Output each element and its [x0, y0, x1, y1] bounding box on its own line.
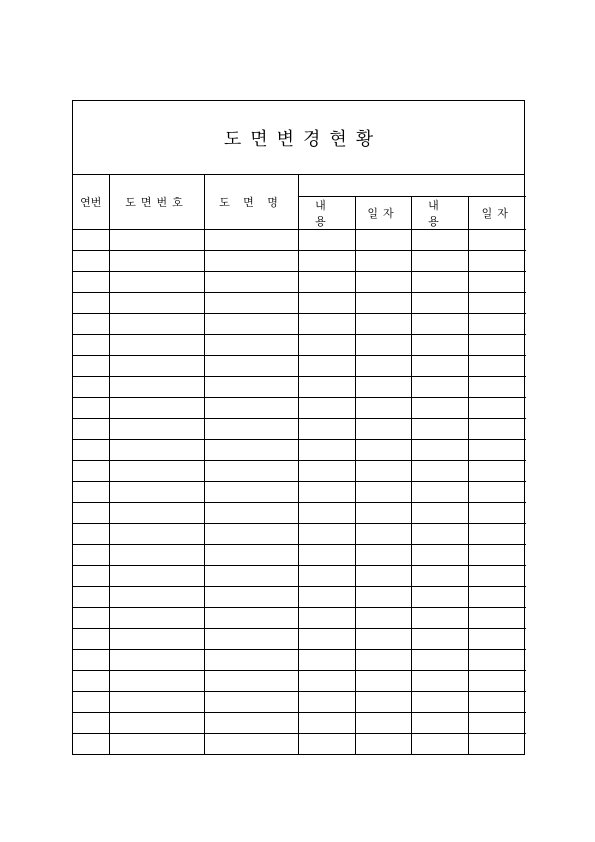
content-1-cell[interactable]: [298, 733, 355, 754]
content-2-cell[interactable]: [411, 271, 468, 292]
content-1-cell[interactable]: [298, 460, 355, 481]
date-1-cell[interactable]: [355, 628, 411, 649]
content-2-cell[interactable]: [411, 313, 468, 334]
drawing-no-cell[interactable]: [109, 691, 204, 712]
content-2-cell[interactable]: [411, 439, 468, 460]
date-2-cell[interactable]: [468, 250, 526, 271]
seq-cell[interactable]: [73, 649, 109, 670]
date-1-cell[interactable]: [355, 460, 411, 481]
content-1-cell[interactable]: [298, 439, 355, 460]
seq-cell[interactable]: [73, 250, 109, 271]
table-row: [73, 544, 526, 565]
content-1-cell[interactable]: [298, 271, 355, 292]
date-1-cell[interactable]: [355, 313, 411, 334]
header-content-2: 내 용: [411, 196, 468, 229]
date-1-cell[interactable]: [355, 376, 411, 397]
table-row: [73, 712, 526, 733]
drawing-name-cell[interactable]: [204, 418, 298, 439]
drawing-no-cell[interactable]: [109, 355, 204, 376]
table-row: [73, 733, 526, 754]
content-1-cell[interactable]: [298, 544, 355, 565]
form-title: 도면변경현황: [223, 128, 383, 150]
drawing-change-form: [72, 100, 525, 755]
content-1-cell[interactable]: [298, 565, 355, 586]
seq-cell[interactable]: [73, 439, 109, 460]
date-1-cell[interactable]: [355, 586, 411, 607]
drawing-no-cell[interactable]: [109, 460, 204, 481]
content-2-cell[interactable]: [411, 544, 468, 565]
seq-cell[interactable]: [73, 523, 109, 544]
date-2-cell[interactable]: [468, 586, 526, 607]
drawing-no-cell[interactable]: [109, 628, 204, 649]
header-content-1: 내 용: [298, 196, 355, 229]
date-1-cell[interactable]: [355, 691, 411, 712]
content-2-cell[interactable]: [411, 229, 468, 250]
content-2-cell[interactable]: [411, 460, 468, 481]
drawing-no-cell[interactable]: [109, 544, 204, 565]
content-2-cell[interactable]: [411, 250, 468, 271]
content-2-cell[interactable]: [411, 334, 468, 355]
drawing-name-cell[interactable]: [204, 607, 298, 628]
seq-cell[interactable]: [73, 418, 109, 439]
content-1-cell[interactable]: [298, 628, 355, 649]
content-1-cell[interactable]: [298, 712, 355, 733]
seq-cell[interactable]: [73, 586, 109, 607]
table-row: [73, 439, 526, 460]
content-1-cell[interactable]: [298, 691, 355, 712]
seq-cell[interactable]: [73, 691, 109, 712]
header-row-top: [73, 175, 526, 196]
drawing-no-cell[interactable]: [109, 586, 204, 607]
drawing-no-cell[interactable]: [109, 313, 204, 334]
content-1-cell[interactable]: [298, 586, 355, 607]
drawing-no-cell[interactable]: [109, 271, 204, 292]
drawing-name-cell[interactable]: [204, 523, 298, 544]
drawing-no-cell[interactable]: [109, 292, 204, 313]
drawing-no-cell[interactable]: [109, 649, 204, 670]
date-1-cell[interactable]: [355, 355, 411, 376]
content-2-cell[interactable]: [411, 691, 468, 712]
date-2-cell[interactable]: [468, 460, 526, 481]
table-row: [73, 628, 526, 649]
seq-cell[interactable]: [73, 628, 109, 649]
seq-cell[interactable]: [73, 334, 109, 355]
header-drawing-name: 도 면 명: [204, 175, 298, 229]
table-row: [73, 502, 526, 523]
date-1-cell[interactable]: [355, 250, 411, 271]
table-row: [73, 355, 526, 376]
drawing-name-cell[interactable]: [204, 376, 298, 397]
seq-cell[interactable]: [73, 313, 109, 334]
table-row: [73, 397, 526, 418]
drawing-name-cell[interactable]: [204, 271, 298, 292]
date-2-cell[interactable]: [468, 271, 526, 292]
drawing-no-cell[interactable]: [109, 733, 204, 754]
table-row: [73, 649, 526, 670]
date-1-cell[interactable]: [355, 733, 411, 754]
drawing-no-cell[interactable]: [109, 376, 204, 397]
seq-cell[interactable]: [73, 733, 109, 754]
drawing-no-cell[interactable]: [109, 670, 204, 691]
content-2-cell[interactable]: [411, 565, 468, 586]
content-1-cell[interactable]: [298, 250, 355, 271]
seq-cell[interactable]: [73, 565, 109, 586]
drawing-no-cell[interactable]: [109, 565, 204, 586]
header-date-1: 일자: [355, 196, 411, 229]
seq-cell[interactable]: [73, 607, 109, 628]
date-2-cell[interactable]: [468, 565, 526, 586]
date-1-cell[interactable]: [355, 523, 411, 544]
drawing-no-cell[interactable]: [109, 712, 204, 733]
content-2-cell[interactable]: [411, 292, 468, 313]
drawing-name-cell[interactable]: [204, 586, 298, 607]
content-1-cell[interactable]: [298, 481, 355, 502]
drawing-name-cell[interactable]: [204, 565, 298, 586]
drawing-name-cell[interactable]: [204, 334, 298, 355]
content-1-cell[interactable]: [298, 229, 355, 250]
date-1-cell[interactable]: [355, 565, 411, 586]
content-1-cell[interactable]: [298, 292, 355, 313]
content-2-cell[interactable]: [411, 628, 468, 649]
content-2-cell[interactable]: [411, 670, 468, 691]
content-2-cell[interactable]: [411, 376, 468, 397]
table-row: [73, 334, 526, 355]
date-2-cell[interactable]: [468, 670, 526, 691]
date-1-cell[interactable]: [355, 334, 411, 355]
date-1-cell[interactable]: [355, 292, 411, 313]
drawing-name-cell[interactable]: [204, 460, 298, 481]
content-1-cell[interactable]: [298, 670, 355, 691]
date-2-cell[interactable]: [468, 376, 526, 397]
drawing-name-cell[interactable]: [204, 649, 298, 670]
drawing-name-cell[interactable]: [204, 502, 298, 523]
content-2-cell[interactable]: [411, 649, 468, 670]
content-2-cell[interactable]: [411, 355, 468, 376]
date-2-cell[interactable]: [468, 502, 526, 523]
content-2-cell[interactable]: [411, 586, 468, 607]
drawing-name-cell[interactable]: [204, 292, 298, 313]
seq-cell[interactable]: [73, 502, 109, 523]
seq-cell[interactable]: [73, 397, 109, 418]
date-2-cell[interactable]: [468, 229, 526, 250]
content-1-cell[interactable]: [298, 334, 355, 355]
content-2-cell[interactable]: [411, 397, 468, 418]
drawing-name-cell[interactable]: [204, 628, 298, 649]
drawing-no-cell[interactable]: [109, 418, 204, 439]
date-1-cell[interactable]: [355, 502, 411, 523]
date-1-cell[interactable]: [355, 607, 411, 628]
drawing-name-cell[interactable]: [204, 691, 298, 712]
table-row: [73, 376, 526, 397]
table-row: [73, 460, 526, 481]
table-row: [73, 607, 526, 628]
table-row: [73, 292, 526, 313]
table-row: [73, 670, 526, 691]
table-row: [73, 418, 526, 439]
table-row: [73, 691, 526, 712]
seq-cell[interactable]: [73, 229, 109, 250]
date-2-cell[interactable]: [468, 649, 526, 670]
table-row: [73, 481, 526, 502]
content-2-cell[interactable]: [411, 481, 468, 502]
date-2-cell[interactable]: [468, 292, 526, 313]
drawing-name-cell[interactable]: [204, 733, 298, 754]
date-2-cell[interactable]: [468, 334, 526, 355]
drawing-name-cell[interactable]: [204, 397, 298, 418]
date-1-cell[interactable]: [355, 229, 411, 250]
content-1-cell[interactable]: [298, 607, 355, 628]
content-2-cell[interactable]: [411, 733, 468, 754]
drawing-no-cell[interactable]: [109, 439, 204, 460]
date-2-cell[interactable]: [468, 607, 526, 628]
date-1-cell[interactable]: [355, 649, 411, 670]
content-2-cell[interactable]: [411, 712, 468, 733]
seq-cell[interactable]: [73, 460, 109, 481]
table-row: [73, 250, 526, 271]
date-1-cell[interactable]: [355, 670, 411, 691]
content-2-cell[interactable]: [411, 523, 468, 544]
content-2-cell[interactable]: [411, 418, 468, 439]
date-1-cell[interactable]: [355, 439, 411, 460]
date-2-cell[interactable]: [468, 712, 526, 733]
drawing-no-cell[interactable]: [109, 250, 204, 271]
seq-cell[interactable]: [73, 271, 109, 292]
header-change-group: [298, 175, 526, 196]
header-date-2: 일자: [468, 196, 526, 229]
content-1-cell[interactable]: [298, 397, 355, 418]
date-1-cell[interactable]: [355, 397, 411, 418]
content-1-cell[interactable]: [298, 376, 355, 397]
seq-cell[interactable]: [73, 376, 109, 397]
seq-cell[interactable]: [73, 292, 109, 313]
content-1-cell[interactable]: [298, 523, 355, 544]
content-2-cell[interactable]: [411, 607, 468, 628]
content-1-cell[interactable]: [298, 355, 355, 376]
drawing-name-cell[interactable]: [204, 439, 298, 460]
content-1-cell[interactable]: [298, 649, 355, 670]
table-row: [73, 586, 526, 607]
table-row: [73, 271, 526, 292]
header-drawing-no: 도면번호: [109, 175, 204, 229]
drawing-name-cell[interactable]: [204, 250, 298, 271]
seq-cell[interactable]: [73, 355, 109, 376]
content-2-cell[interactable]: [411, 502, 468, 523]
date-2-cell[interactable]: [468, 523, 526, 544]
date-2-cell[interactable]: [468, 691, 526, 712]
change-table: [73, 175, 526, 754]
date-2-cell[interactable]: [468, 355, 526, 376]
drawing-name-cell[interactable]: [204, 313, 298, 334]
drawing-name-cell[interactable]: [204, 355, 298, 376]
drawing-name-cell[interactable]: [204, 670, 298, 691]
date-1-cell[interactable]: [355, 712, 411, 733]
drawing-name-cell[interactable]: [204, 229, 298, 250]
date-1-cell[interactable]: [355, 544, 411, 565]
date-2-cell[interactable]: [468, 733, 526, 754]
drawing-no-cell[interactable]: [109, 607, 204, 628]
date-2-cell[interactable]: [468, 313, 526, 334]
seq-cell[interactable]: [73, 481, 109, 502]
table-row: [73, 523, 526, 544]
content-1-cell[interactable]: [298, 313, 355, 334]
drawing-no-cell[interactable]: [109, 502, 204, 523]
drawing-no-cell[interactable]: [109, 481, 204, 502]
drawing-no-cell[interactable]: [109, 523, 204, 544]
seq-cell[interactable]: [73, 712, 109, 733]
date-2-cell[interactable]: [468, 544, 526, 565]
content-1-cell[interactable]: [298, 502, 355, 523]
date-1-cell[interactable]: [355, 481, 411, 502]
date-2-cell[interactable]: [468, 397, 526, 418]
date-1-cell[interactable]: [355, 418, 411, 439]
seq-cell[interactable]: [73, 544, 109, 565]
date-2-cell[interactable]: [468, 628, 526, 649]
drawing-name-cell[interactable]: [204, 712, 298, 733]
date-2-cell[interactable]: [468, 481, 526, 502]
date-1-cell[interactable]: [355, 271, 411, 292]
date-2-cell[interactable]: [468, 439, 526, 460]
table-row: [73, 229, 526, 250]
seq-cell[interactable]: [73, 670, 109, 691]
table-row: [73, 565, 526, 586]
drawing-no-cell[interactable]: [109, 229, 204, 250]
drawing-no-cell[interactable]: [109, 334, 204, 355]
title-row: [73, 101, 524, 175]
date-2-cell[interactable]: [468, 418, 526, 439]
table-row: [73, 313, 526, 334]
content-1-cell[interactable]: [298, 418, 355, 439]
drawing-name-cell[interactable]: [204, 544, 298, 565]
drawing-name-cell[interactable]: [204, 481, 298, 502]
header-seq: 연번: [73, 175, 109, 229]
drawing-no-cell[interactable]: [109, 397, 204, 418]
